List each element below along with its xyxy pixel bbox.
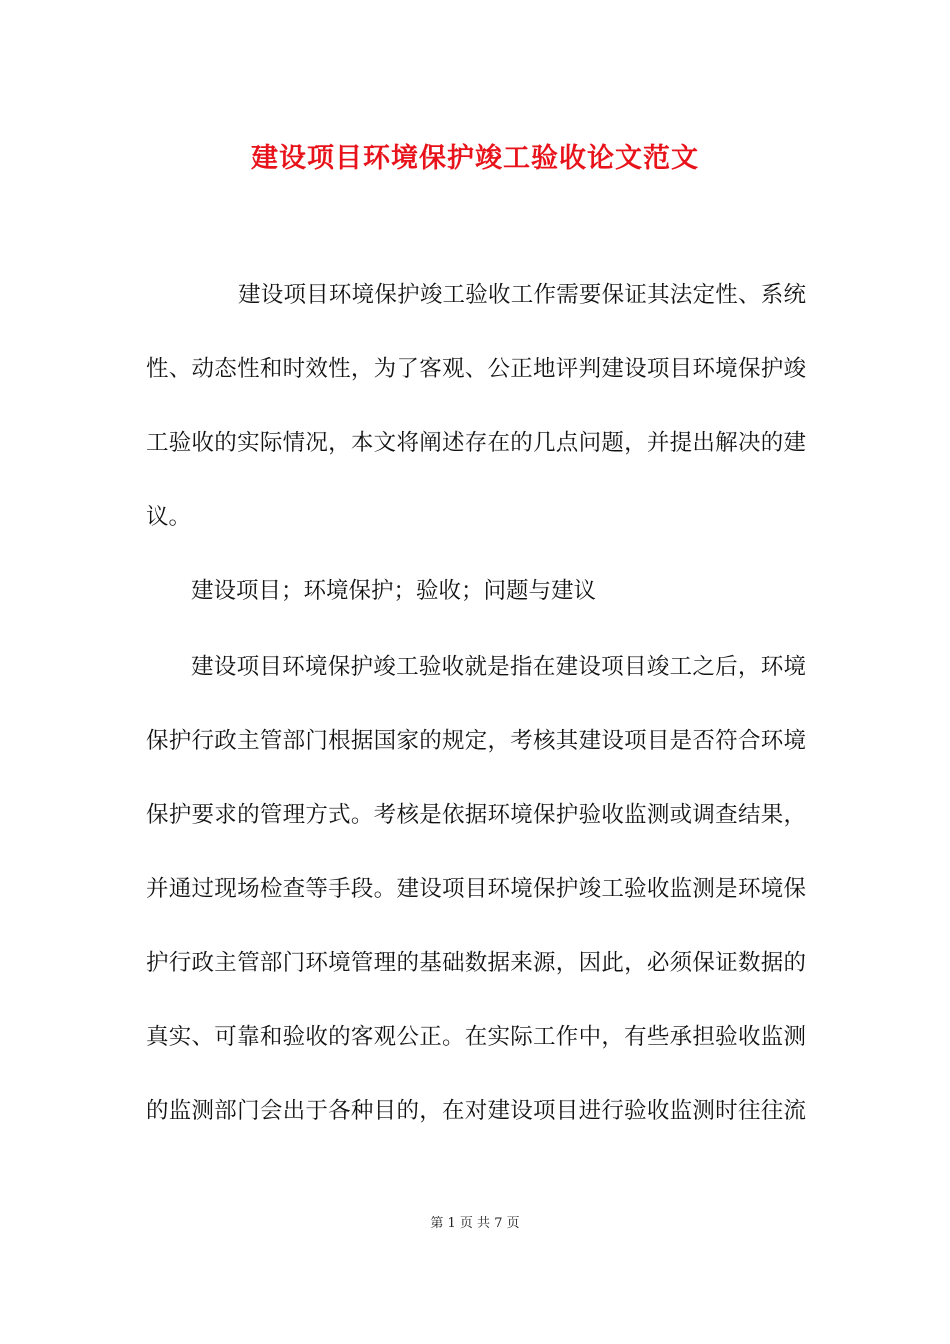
body-line-6: 真实、可靠和验收的客观公正。在实际工作中，有些承担验收监测 <box>146 1024 806 1050</box>
page-footer: 第 1 页 共 7 页 <box>430 1216 520 1231</box>
keywords-line: 建设项目；环境保护；验收；问题与建议 <box>191 578 597 604</box>
abstract-line-4: 议。 <box>146 504 192 530</box>
body-line-1: 建设项目环境保护竣工验收就是指在建设项目竣工之后，环境 <box>191 654 806 680</box>
body-line-7: 的监测部门会出于各种目的，在对建设项目进行验收监测时往往流 <box>146 1098 806 1124</box>
body-line-5: 护行政主管部门环境管理的基础数据来源，因此，必须保证数据的 <box>146 950 806 976</box>
page-title: 建设项目环境保护竣工验收论文范文 <box>251 143 699 174</box>
body-line-3: 保护要求的管理方式。考核是依据环境保护验收监测或调查结果， <box>146 802 806 828</box>
body-line-2: 保护行政主管部门根据国家的规定，考核其建设项目是否符合环境 <box>146 728 806 754</box>
abstract-line-2: 性、动态性和时效性，为了客观、公正地评判建设项目环境保护竣 <box>146 356 806 382</box>
abstract-line-3: 工验收的实际情况，本文将阐述存在的几点问题，并提出解决的建 <box>146 430 806 456</box>
body-line-4: 并通过现场检查等手段。建设项目环境保护竣工验收监测是环境保 <box>146 876 806 902</box>
abstract-line-1: 建设项目环境保护竣工验收工作需要保证其法定性、系统 <box>238 282 806 308</box>
